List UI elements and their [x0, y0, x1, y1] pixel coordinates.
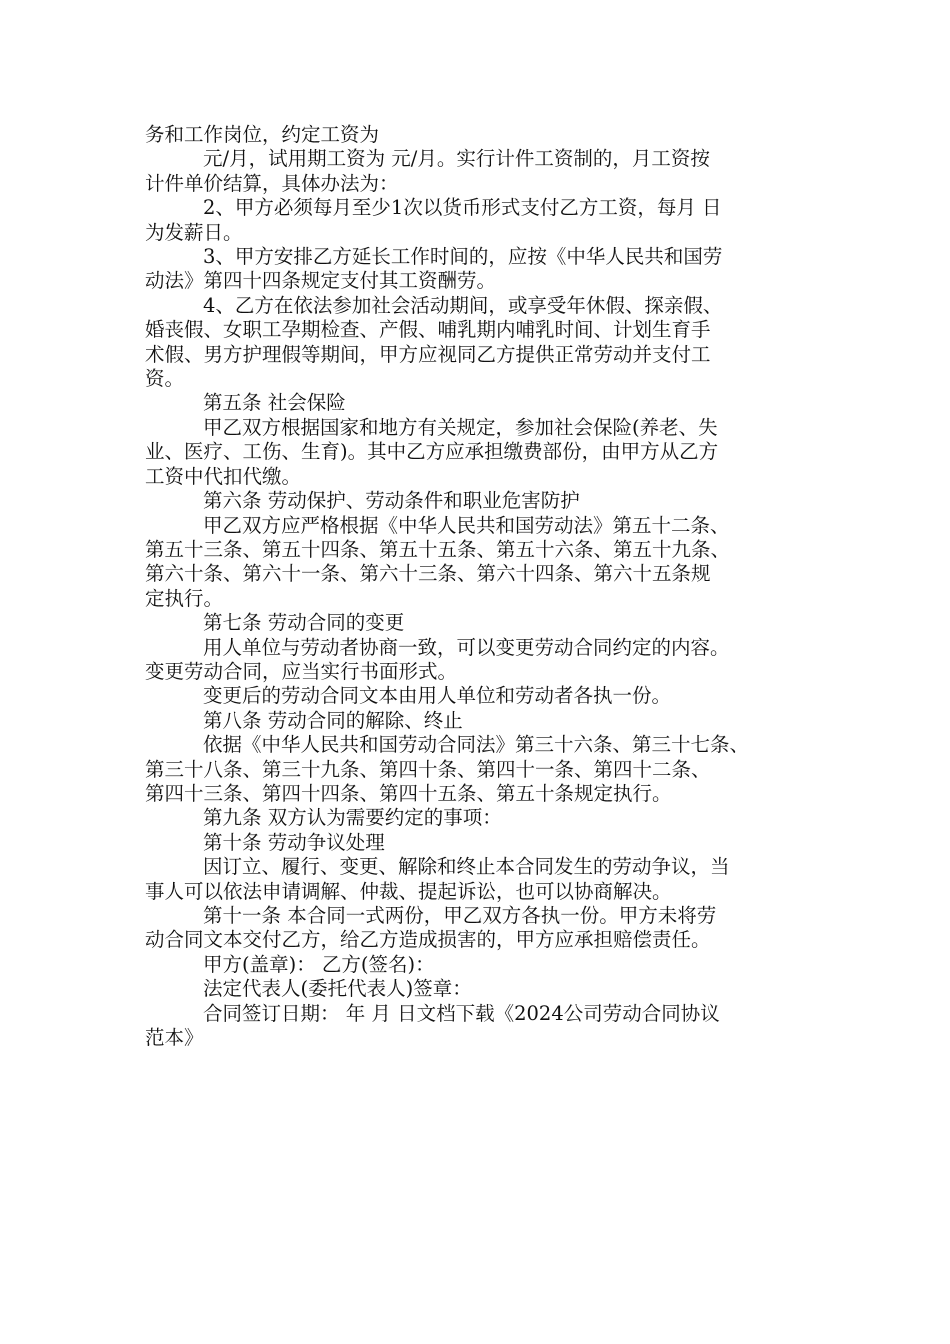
- text-line: 计件单价结算，具体办法为：: [145, 171, 399, 195]
- text-line: 工资中代扣代缴。: [145, 464, 302, 488]
- section-heading: 第七条 劳动合同的变更: [203, 611, 405, 635]
- text-line: 变更劳动合同，应当实行书面形式。: [145, 659, 458, 683]
- text-line: 3、甲方安排乙方延长工作时间的，应按《中华人民共和国劳: [203, 245, 723, 269]
- text-line: 范本》: [145, 1026, 204, 1050]
- text-line: 用人单位与劳动者协商一致，可以变更劳动合同约定的内容。: [203, 635, 730, 659]
- text-line: 第四十三条、第四十四条、第四十五条、第五十条规定执行。: [145, 781, 672, 805]
- text-line: 变更后的劳动合同文本由用人单位和劳动者各执一份。: [203, 684, 672, 708]
- text-line: 务和工作岗位，约定工资为: [145, 123, 380, 146]
- text-line: 甲乙双方根据国家和地方有关规定，参加社会保险(养老、失: [203, 415, 718, 439]
- text-line: 第六十条、第六十一条、第六十三条、第六十四条、第六十五条规: [145, 562, 711, 586]
- text-line: 因订立、履行、变更、解除和终止本合同发生的劳动争议，当: [203, 855, 730, 879]
- signing-date-line: 合同签订日期： 年 月 日文档下载《2024公司劳动合同协议: [203, 1001, 720, 1025]
- text-line: 第三十八条、第三十九条、第四十条、第四十一条、第四十二条、: [145, 757, 711, 781]
- text-line: 第五十三条、第五十四条、第五十五条、第五十六条、第五十九条、: [145, 537, 731, 561]
- document-body: [145, 123, 825, 1050]
- text-line: 术假、男方护理假等期间，甲方应视同乙方提供正常劳动并支付工: [145, 342, 711, 366]
- text-line: 4、乙方在依法参加社会活动期间，或享受年休假、探亲假、: [203, 293, 723, 317]
- text-line: 动法》第四十四条规定支付其工资酬劳。: [145, 269, 497, 293]
- signature-line: 法定代表人(委托代表人)签章：: [203, 977, 472, 1001]
- text-line: 动合同文本交付乙方，给乙方造成损害的，甲方应承担赔偿责任。: [145, 928, 711, 952]
- section-heading: 第六条 劳动保护、劳动条件和职业危害防护: [203, 489, 580, 513]
- section-heading: 第十条 劳动争议处理: [203, 830, 385, 854]
- text-line: 2、甲方必须每月至少1次以货币形式支付乙方工资，每月 日: [203, 196, 722, 220]
- text-line: 婚丧假、女职工孕期检查、产假、哺乳期内哺乳时间、计划生育手: [145, 318, 711, 342]
- section-heading: 第五条 社会保险: [203, 391, 346, 415]
- text-line: 为发薪日。: [145, 220, 243, 244]
- signature-line: 甲方(盖章)： 乙方(签名)：: [203, 952, 435, 976]
- text-line: 第十一条 本合同一式两份，甲乙双方各执一份。甲方未将劳: [203, 904, 717, 927]
- text-line: 事人可以依法申请调解、仲裁、提起诉讼，也可以协商解决。: [145, 879, 672, 903]
- text-line: 定执行。: [145, 586, 224, 610]
- text-line: 元/月，试用期工资为 元/月。实行计件工资制的，月工资按: [203, 147, 710, 171]
- text-line: 业、医疗、工伤、生育)。其中乙方应承担缴费部份，由甲方从乙方: [145, 440, 719, 464]
- text-line: 甲乙双方应严格根据《中华人民共和国劳动法》第五十二条、: [203, 513, 730, 537]
- section-heading: 第八条 劳动合同的解除、终止: [203, 708, 463, 732]
- section-heading: 第九条 双方认为需要约定的事项：: [203, 806, 502, 830]
- text-line: 资。: [145, 367, 185, 391]
- text-line: 依据《中华人民共和国劳动合同法》第三十六条、第三十七条、: [203, 733, 750, 757]
